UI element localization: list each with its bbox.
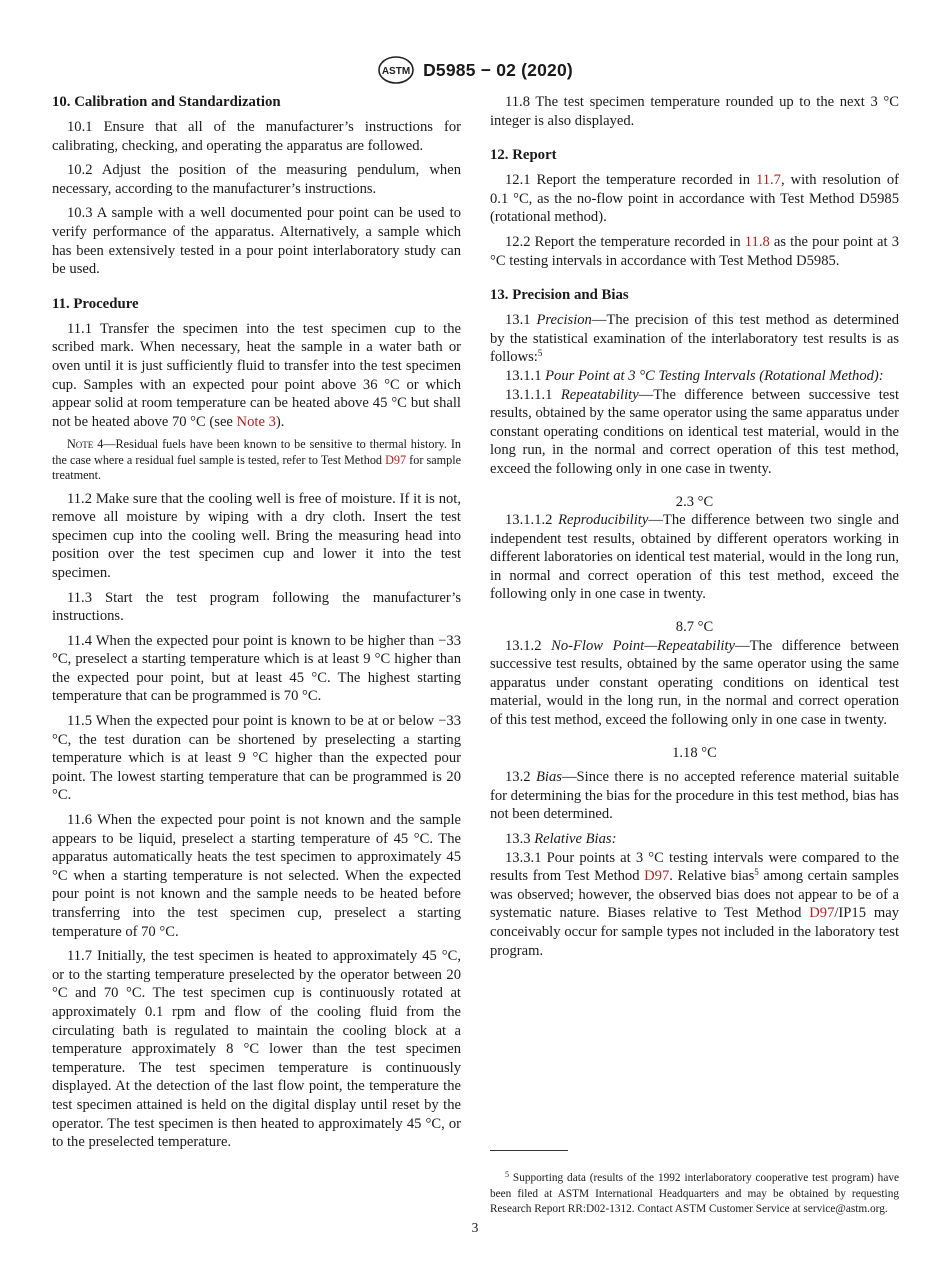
para-13-3: 13.3 Relative Bias:: [505, 831, 617, 847]
note-3-link[interactable]: Note 3: [236, 413, 276, 430]
astm-logo-icon: [377, 55, 415, 85]
logo-text: ASTM: [381, 66, 411, 77]
no-flow-repeatability-value: 1.18 °C: [672, 744, 717, 761]
section-12-heading: 12. Report: [490, 147, 557, 164]
d97-link[interactable]: D97: [385, 452, 407, 467]
section-11-heading: 11. Procedure: [52, 295, 139, 312]
para-11-2: 11.2 Make sure that the cooling well is free of moisture. If it is not, remove all moisture by wiping with a dry cloth. Insert the test specimen cup into the cooling well. Bring the measuring head into position over the test specimen cup and lower it into the test specimen.: [52, 490, 461, 581]
para-11-6: 11.6 When the expected pour point is not known and the sample appears to be liquid, preselect a starting temperature of 45 °C. The apparatus automatically heats the test specimen to approximately 45 °C when a starting temperature is not selected. When the expected pour point is not known and the sample needs to be heated before transferring into the test specimen cup, preselect a starting temperature of 70 °C.: [52, 812, 461, 940]
para-13-1: 13.1 Precision—The precision of this test method as determined by the statistical examination of the interlaboratory test results is as follows:$^5$: [490, 312, 900, 366]
para-13-1-1: 13.1.1 Pour Point at 3 °C Testing Intervals (Rotational Method):: [505, 367, 884, 384]
ref-11-8-link[interactable]: 11.8: [744, 233, 770, 250]
reproducibility-value: 8.7 °C: [675, 619, 714, 636]
left-column: [52, 93, 461, 1158]
para-11-4: 11.4 When the expected pour point is known to be higher than −33 °C, preselect a starting temperature which is at least 9 °C higher than the expected pour point, but at least 45 °C. The highest starting temperature that can be programmed is 70 °C.: [52, 632, 461, 705]
section-10-heading: 10. Calibration and Standardization: [52, 94, 281, 110]
para-11-5: 11.5 When the expected pour point is known to be at or below −33 °C, the test duration can be shortened by preselecting a starting temperature which is at least 9 °C higher than the expected pour point. The lowest starting temperature that can be programmed is 20 °C.: [52, 713, 461, 804]
d97-link-2[interactable]: D97: [644, 868, 670, 885]
para-13-2: 13.2 Bias—Since there is no accepted reference material suitable for determining the bias for the procedure in this test method, bias has not been determined.: [490, 769, 899, 823]
para-10-3: 10.3 A sample with a well documented pour point can be used to verify performance of the apparatus. Alternatively, a sample which has been extensively tested in a pour point interlaboratory study can be used.: [52, 205, 461, 278]
para-11-1: 11.1 Transfer the specimen into the test specimen cup to the scribed mark. When necessary, heat the sample in a water bath or oven until it is just sufficiently fluid to transfer into the test specimen cup. Samples with an expected pour point above 36 °C or which appear solid at room temperature can be heated above 45 °C but shall not be heated above 70 °C (see Note 3).: [52, 320, 461, 430]
document-id: D5985 − 02 (2020): [423, 59, 573, 80]
footnote-divider: [490, 1150, 568, 1151]
section-13-heading: 13. Precision and Bias: [490, 287, 629, 304]
para-12-1: 12.1 Report the temperature recorded in 11.7, with resolution of 0.1 °C, as the no-flow point in accordance with Test Method D5985 (rotational method).: [490, 172, 899, 226]
para-11-7: 11.7 Initially, the test specimen is heated to approximately 45 °C, or to the starting temperature preselected by the operator between 20 °C and 70 °C. The test specimen cup is continuously rotated at approximately 0.1 rpm and flow of the cooling fluid from the circulating bath is regulated to maintain the cooling block at a temperature approximately 8 °C lower than the test specimen temperature. The test specimen temperature is continuously displayed. At the detection of the last flow point, the temperature the test specimen attained is held on the digital display until reset by the operator. The test specimen is then heated to approximately 45 °C, or to the preselected temperature.: [52, 948, 461, 1151]
right-column: [490, 93, 899, 966]
footnote-5: $^5$ Supporting data (results of the 1992 interlaboratory cooperative test program) have been filed at ASTM International Headquarters and may be obtained by requesting Research Report RR:D02-1312. Contact ASTM Customer Service at service@astm.org.: [490, 1170, 899, 1216]
repeatability-value: 2.3 °C: [675, 493, 714, 510]
para-11-3: 11.3 Start the test program following the manufacturer’s instructions.: [52, 589, 461, 625]
para-13-3-1: 13.3.1 Pour points at 3 °C testing intervals were compared to the results from Test Method D97. Relative bias$^5$ among certain samples was observed; however, the observed bias does not appear to be of a systematic nature. Biases relative to Test Method D97/IP15 may conceivably occur for sample types not included in the laboratory test program.: [490, 849, 899, 959]
para-13-1-2: 13.1.2 No-Flow Point—Repeatability—The difference between successive test results, obtained by the same operator using the same apparatus under constant operating conditions on identical test material, would in the long run, in the normal and correct operation of this test method, exceed the following only in one case in twenty.: [490, 637, 899, 729]
para-13-1-1-2: 13.1.1.2 Reproducibility—The difference between two single and independent test results, obtained by different operators working in different laboratories on identical test material, would in the long run, in normal and correct operation of this test method, exceed the following only in one case in twenty.: [490, 512, 900, 603]
para-13-1-1-1: 13.1.1.1 Repeatability—The difference between successive test results, obtained by the same operator using the same apparatus under constant operating conditions on identical test material, would in the long run, in the normal and correct operation of this test method, exceed the following only in one case in twenty.: [490, 386, 900, 477]
page-number: 3: [471, 1220, 479, 1235]
para-11-8: 11.8 The test specimen temperature rounded up to the next 3 °C integer is also displayed.: [490, 94, 899, 129]
para-10-2: 10.2 Adjust the position of the measuring pendulum, when necessary, according to the manufacturer’s instructions.: [52, 162, 461, 197]
page-header: [0, 55, 950, 85]
note-4: Note 4—Residual fuels have been known to be sensitive to thermal history. In the case where a residual fuel sample is tested, refer to Test Method D97 for sample treatment.: [52, 437, 462, 483]
para-10-1: 10.1 Ensure that all of the manufacturer’s instructions for calibrating, checking, and operating the apparatus are followed.: [52, 119, 461, 154]
d97-link-3[interactable]: D97: [809, 905, 835, 922]
para-12-2: 12.2 Report the temperature recorded in 11.8 as the pour point at 3 °C testing intervals in accordance with Test Method D5985.: [490, 233, 899, 269]
ref-11-7-link[interactable]: 11.7: [755, 172, 781, 189]
